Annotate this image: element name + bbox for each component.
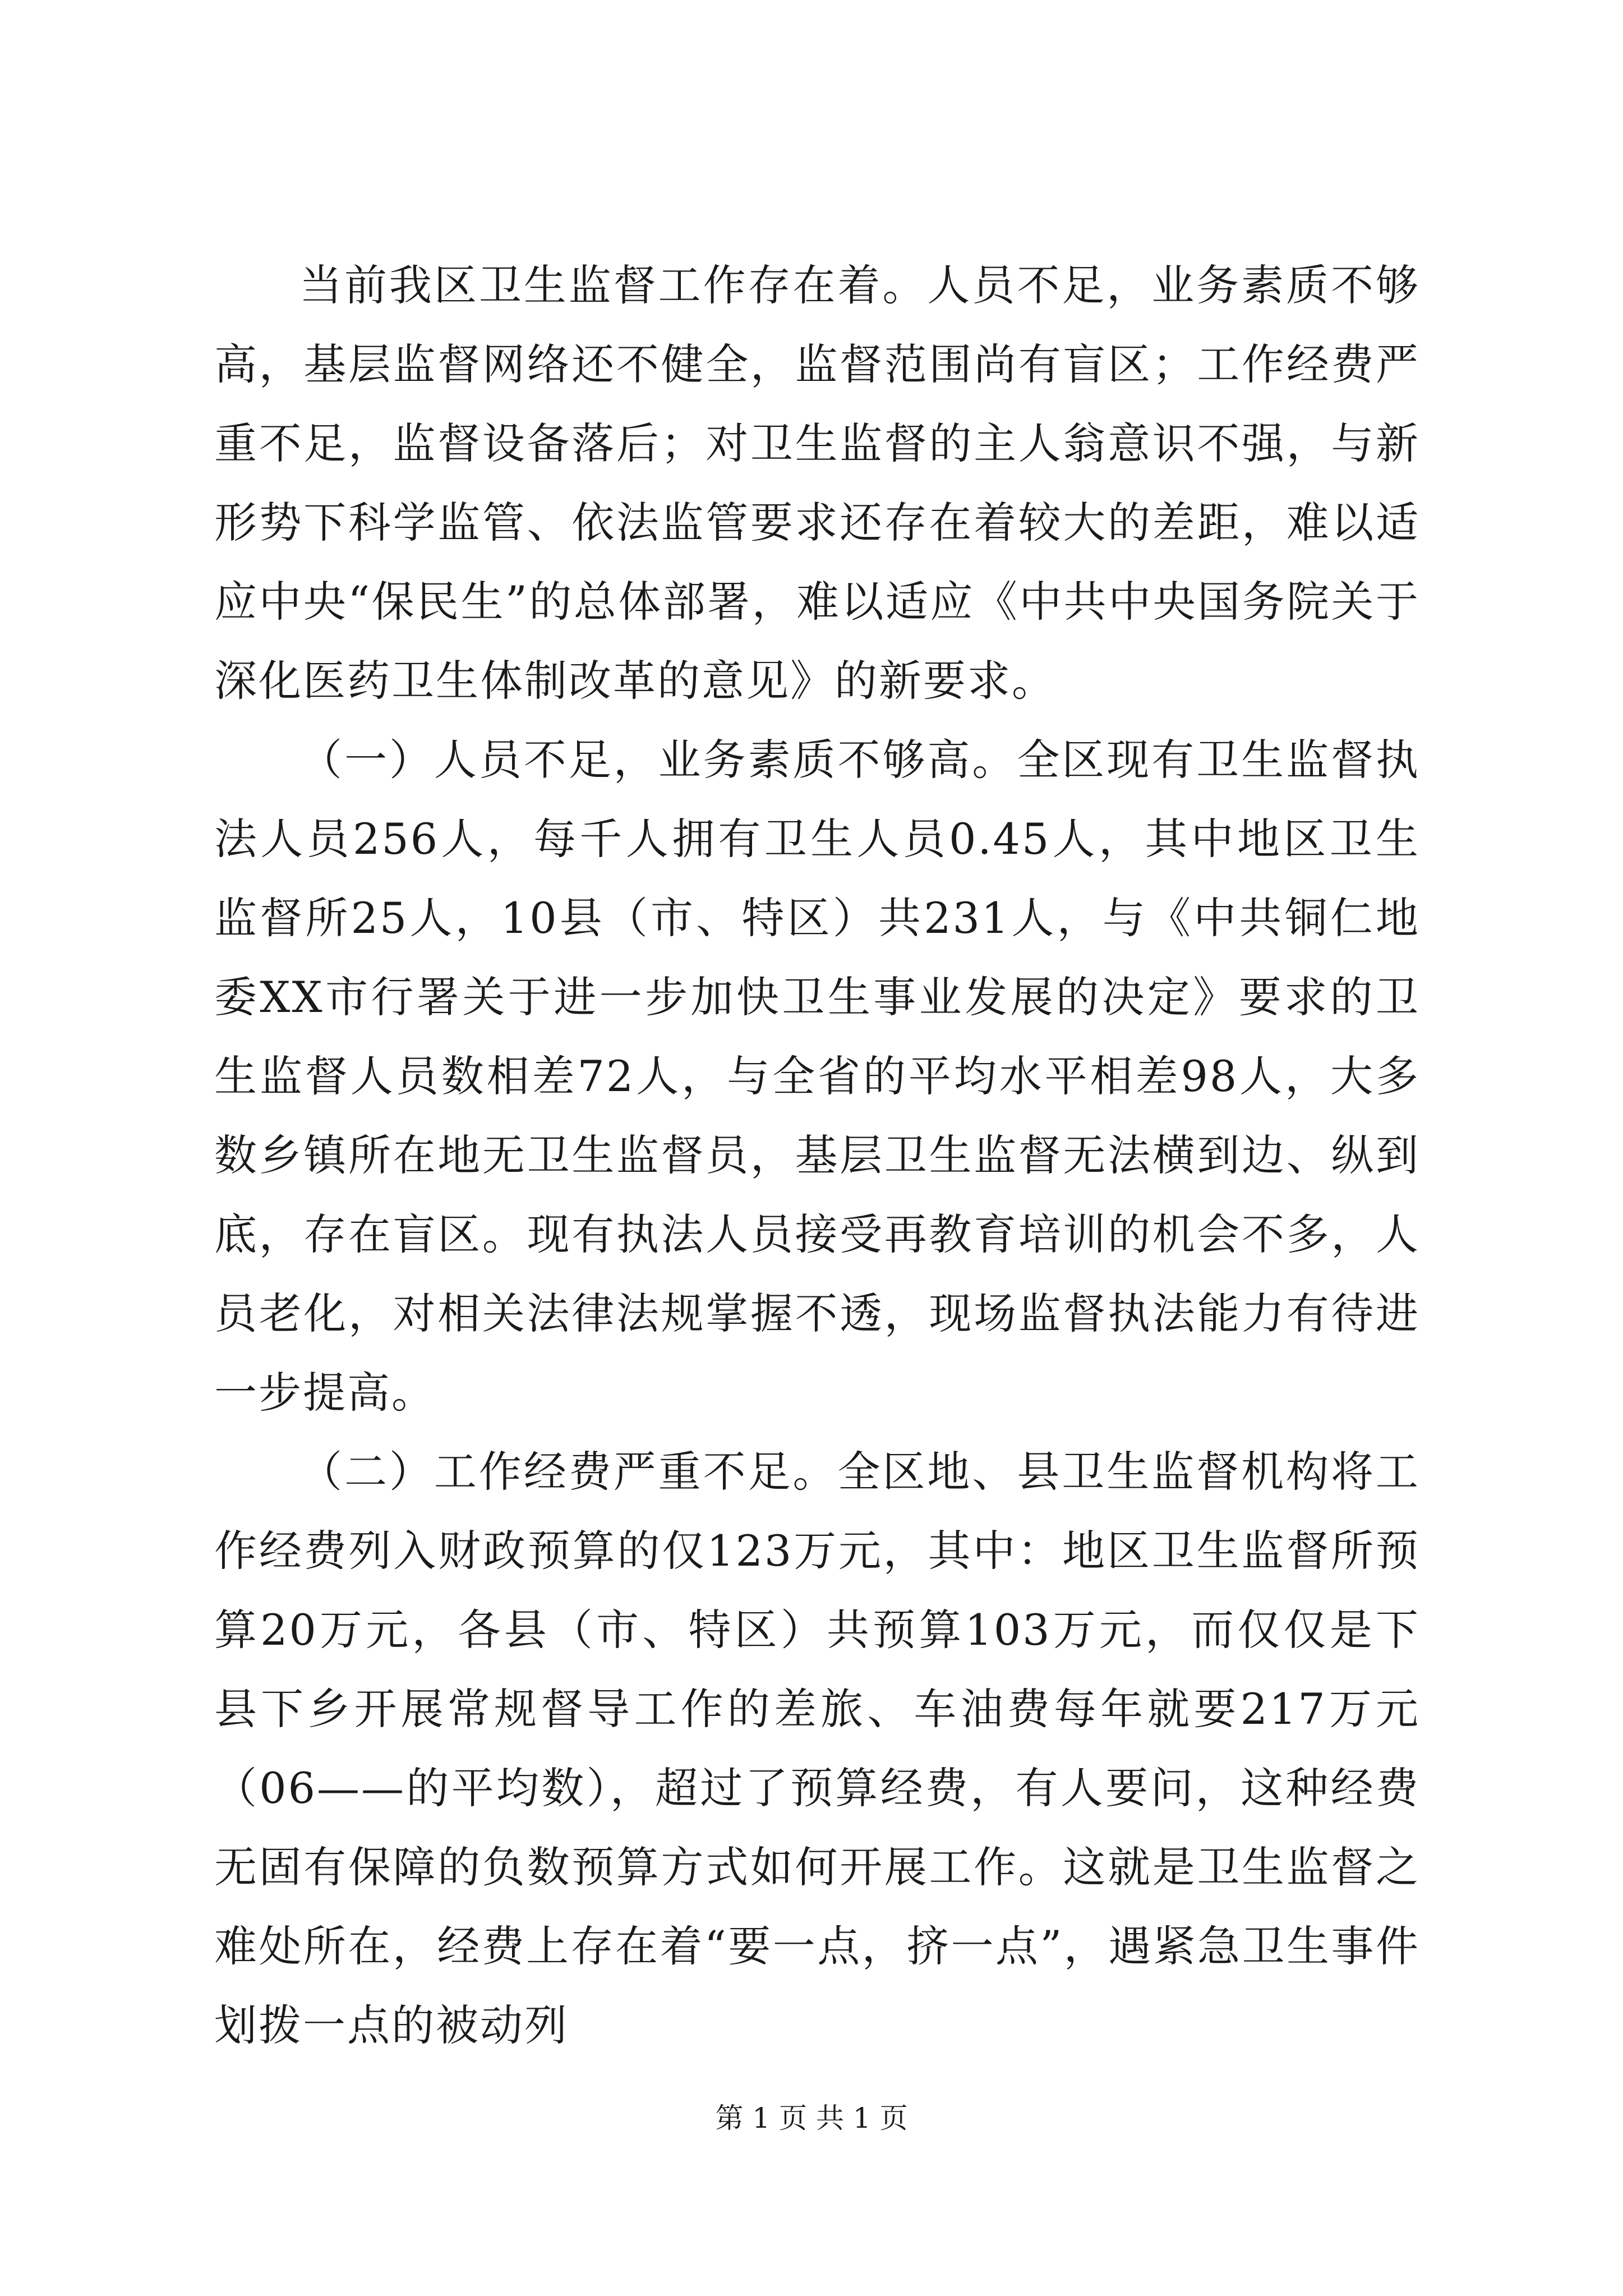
document-body	[214, 246, 1420, 2065]
paragraph-funding: （二）工作经费严重不足。全区地、县卫生监督机构将工作经费列入财政预算的仅123万元，其中：地区卫生监督所预算20万元，各县（市、特区）共预算103万元，而仅仅是下县下乡开展常规督导工作的差旅、车油费每年就要217万元（06——的平均数），超过了预算经费，有人要问，这种经费无固有保障的负数预算方式如何开展工作。这就是卫生监督之难处所在，经费上存在着“要一点，挤一点”，遇紧急卫生事件划拨一点的被动列	[214, 1447, 1420, 2050]
paragraph-intro: 当前我区卫生监督工作存在着。人员不足，业务素质不够高，基层监督网络还不健全，监督范围尚有盲区；工作经费严重不足，监督设备落后；对卫生监督的主人翁意识不强，与新形势下科学监管、依法监管要求还存在着较大的差距，难以适应中央“保民生”的总体部署，难以适应《中共中央国务院关于深化医药卫生体制改革的意见》的新要求。	[214, 260, 1420, 706]
paragraph-staffing: （一）人员不足，业务素质不够高。全区现有卫生监督执法人员256人，每千人拥有卫生人员0.45人，其中地区卫生监督所25人，10县（市、特区）共231人，与《中共铜仁地委XX市行署关于进一步加快卫生事业发展的决定》要求的卫生监督人员数相差72人，与全省的平均水平相差98人，大多数乡镇所在地无卫生监督员，基层卫生监督无法横到边、纵到底，存在盲区。现有执法人员接受再教育培训的机会不多，人员老化，对相关法律法规掌握不透，现场监督执法能力有待进一步提高。	[214, 735, 1420, 1418]
page-footer: 第 1 页 共 1 页	[715, 2102, 908, 2134]
